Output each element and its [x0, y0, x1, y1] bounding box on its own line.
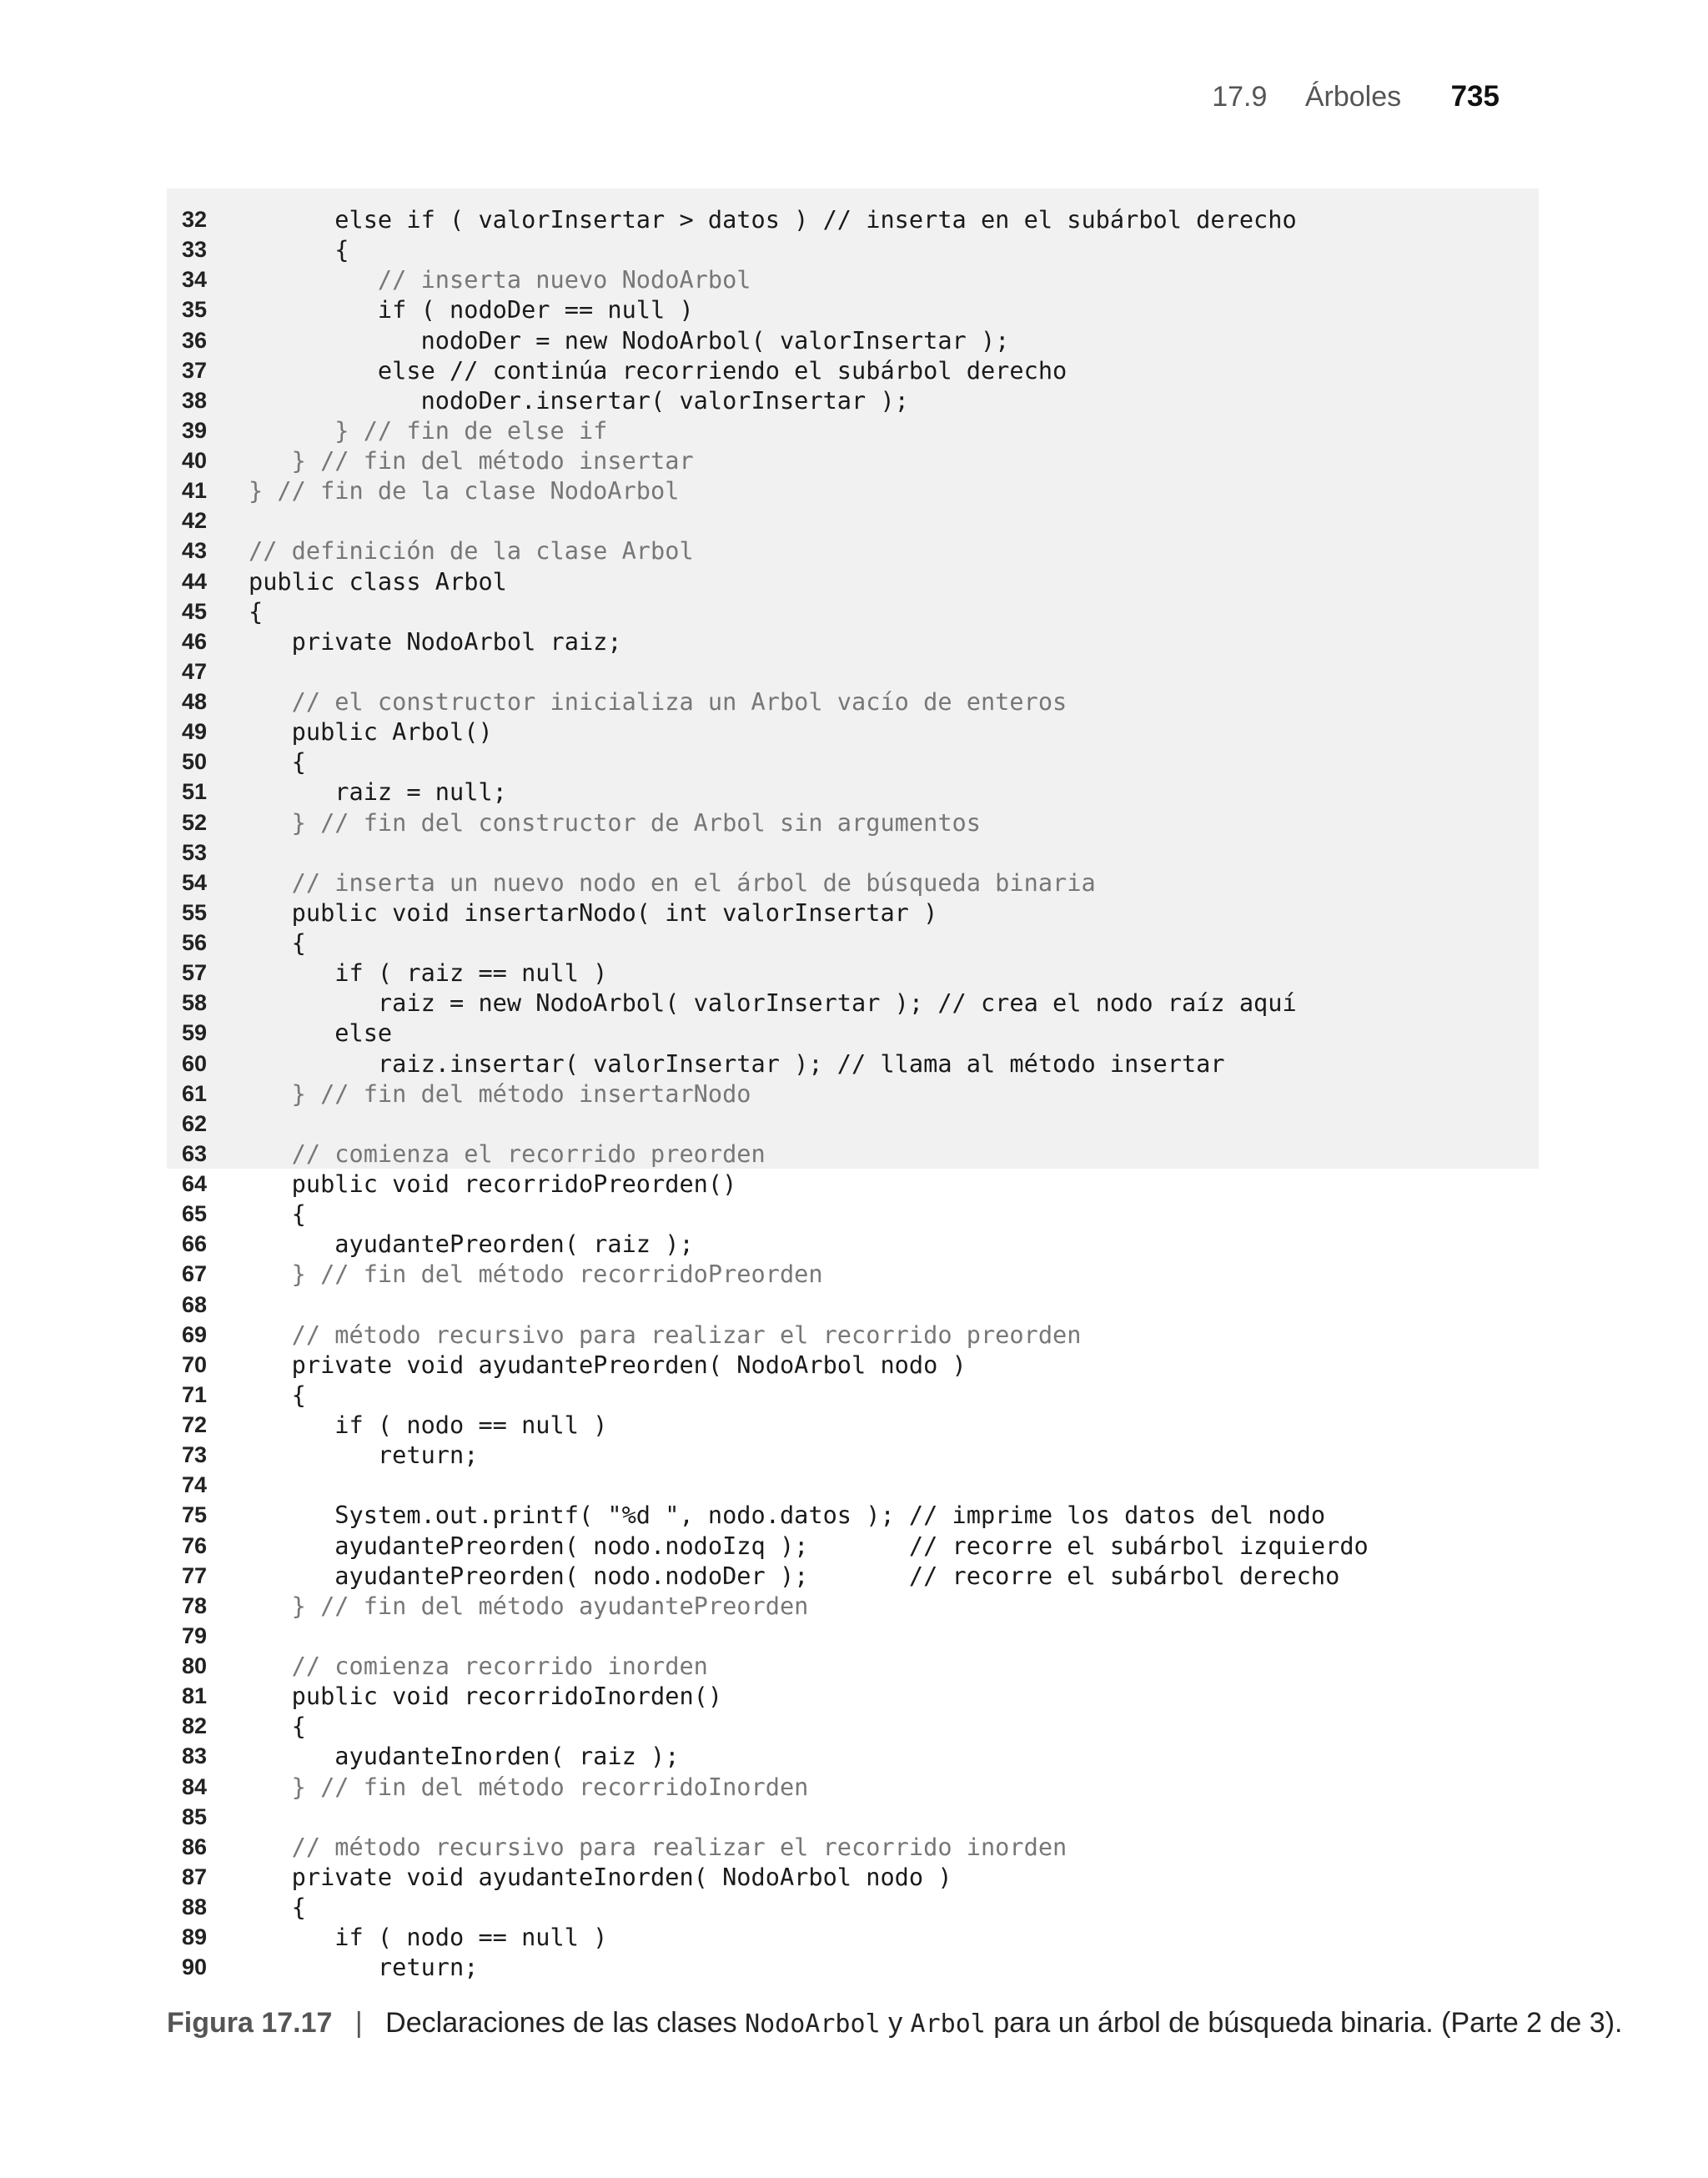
- line-code: public Arbol(): [249, 717, 493, 747]
- line-number: 78: [182, 1592, 208, 1618]
- line-code: ayudantePreorden( raiz );: [249, 1230, 694, 1259]
- caption-text-after: para un árbol de búsqueda binaria. (Parte 2 de 3).: [985, 2007, 1623, 2039]
- line-number: 70: [182, 1351, 208, 1377]
- caption-text-before: Declaraciones de las clases: [385, 2007, 746, 2039]
- line-number: 72: [182, 1412, 208, 1437]
- code-line: [167, 807, 1539, 837]
- code-line: [167, 1470, 1539, 1500]
- line-code: raiz = new NodoArbol( valorInsertar ); // crea el nodo raíz aquí: [249, 988, 1297, 1018]
- line-number: 63: [182, 1140, 208, 1166]
- line-number: 49: [182, 719, 208, 745]
- line-number: 61: [182, 1080, 208, 1106]
- code-line: [167, 445, 1539, 475]
- line-number: 64: [182, 1171, 208, 1196]
- code-line: [167, 596, 1539, 626]
- code-line: [167, 1109, 1539, 1139]
- line-code: raiz.insertar( valorInsertar ); // llama al método insertar: [249, 1049, 1225, 1078]
- code-line: [167, 234, 1539, 264]
- code-line: [167, 1561, 1539, 1591]
- line-number: 82: [182, 1713, 208, 1739]
- code-line: [167, 928, 1539, 958]
- code-line: [167, 355, 1539, 385]
- line-number: 50: [182, 749, 208, 775]
- line-number: 66: [182, 1231, 208, 1257]
- code-listing: [167, 189, 1539, 1982]
- line-number: 54: [182, 869, 208, 895]
- line-number: 67: [182, 1261, 208, 1287]
- line-number: 37: [182, 357, 208, 383]
- line-number: 38: [182, 387, 208, 413]
- line-number: 55: [182, 899, 208, 925]
- code-line: [167, 1711, 1539, 1741]
- figure-caption: [167, 2007, 1622, 2040]
- line-number: 44: [182, 568, 208, 594]
- line-code: ayudanteInorden( raiz );: [249, 1742, 680, 1771]
- line-code: private void ayudanteInorden( NodoArbol nodo ): [249, 1862, 952, 1891]
- code-line: [167, 566, 1539, 596]
- line-code: } // fin del método recorridoInorden: [249, 1772, 809, 1801]
- line-code: if ( nodoDer == null ): [249, 295, 694, 324]
- line-number: 60: [182, 1050, 208, 1076]
- code-line: [167, 1681, 1539, 1711]
- line-code: } // fin del método recorridoPreorden: [249, 1260, 823, 1289]
- line-number: 39: [182, 417, 208, 443]
- line-code: nodoDer = new NodoArbol( valorInsertar );: [249, 325, 1010, 355]
- code-line: [167, 777, 1539, 807]
- line-code: nodoDer.insertar( valorInsertar );: [249, 385, 909, 415]
- line-code: public class Arbol: [249, 566, 507, 596]
- line-number: 48: [182, 689, 208, 714]
- line-number: 75: [182, 1502, 208, 1528]
- line-number: 34: [182, 267, 208, 293]
- caption-class-nodoarbol: NodoArbol: [745, 2009, 881, 2039]
- code-line: [167, 1772, 1539, 1802]
- line-number: 58: [182, 990, 208, 1016]
- line-code: // comienza el recorrido preorden: [249, 1139, 766, 1168]
- line-code: {: [249, 1893, 306, 1921]
- line-code: return;: [249, 1441, 479, 1470]
- page-number: 735: [1450, 80, 1500, 113]
- code-line: [167, 1229, 1539, 1259]
- code-line: [167, 1018, 1539, 1048]
- line-code: // inserta un nuevo nodo en el árbol de búsqueda binaria: [249, 868, 1096, 897]
- line-number: 90: [182, 1954, 208, 1980]
- line-number: 45: [182, 598, 208, 624]
- line-code: ayudantePreorden( nodo.nodoDer ); // recorre el subárbol derecho: [249, 1561, 1340, 1590]
- line-number: 42: [182, 508, 208, 534]
- line-number: 76: [182, 1532, 208, 1558]
- line-code: } // fin de else if: [249, 415, 608, 445]
- section-number: 17.9: [1212, 81, 1268, 113]
- line-number: 80: [182, 1653, 208, 1678]
- code-line: [167, 1591, 1539, 1621]
- code-line: [167, 294, 1539, 324]
- line-number: 33: [182, 237, 208, 263]
- line-number: 52: [182, 809, 208, 835]
- line-number: 65: [182, 1201, 208, 1227]
- line-code: } // fin del método insertar: [249, 446, 694, 475]
- running-head: [1212, 80, 1500, 113]
- line-number: 83: [182, 1743, 208, 1769]
- line-number: 85: [182, 1803, 208, 1829]
- figure-label: Figura 17.17: [167, 2007, 333, 2039]
- code-line: [167, 1049, 1539, 1079]
- line-code: ayudantePreorden( nodo.nodoIzq ); // recorre el subárbol izquierdo: [249, 1531, 1369, 1560]
- code-line: [167, 1892, 1539, 1922]
- line-code: } // fin del método insertarNodo: [249, 1079, 751, 1108]
- code-line: [167, 1139, 1539, 1169]
- line-code: if ( raiz == null ): [249, 958, 608, 988]
- code-line: [167, 1259, 1539, 1289]
- code-line: [167, 1621, 1539, 1651]
- code-line: [167, 1410, 1539, 1440]
- code-line: [167, 1862, 1539, 1892]
- line-code: // el constructor inicializa un Arbol vacío de enteros: [249, 687, 1068, 716]
- code-line: [167, 1500, 1539, 1530]
- line-number: 81: [182, 1683, 208, 1709]
- line-number: 62: [182, 1110, 208, 1136]
- code-line: [167, 988, 1539, 1018]
- line-code: // comienza recorrido inorden: [249, 1652, 708, 1680]
- line-code: {: [249, 235, 349, 264]
- line-number: 68: [182, 1291, 208, 1317]
- code-line: [167, 1952, 1539, 1982]
- code-line: [167, 536, 1539, 566]
- line-code: {: [249, 747, 306, 777]
- code-line: [167, 1290, 1539, 1320]
- line-number: 47: [182, 658, 208, 684]
- line-code: else: [249, 1019, 393, 1048]
- code-line: [167, 204, 1539, 234]
- code-line: [167, 1199, 1539, 1229]
- line-number: 59: [182, 1020, 208, 1046]
- code-line: [167, 1651, 1539, 1681]
- code-line: [167, 1741, 1539, 1771]
- code-line: [167, 1440, 1539, 1470]
- line-number: 87: [182, 1864, 208, 1889]
- code-line: [167, 1380, 1539, 1410]
- line-number: 86: [182, 1833, 208, 1859]
- line-number: 89: [182, 1924, 208, 1950]
- code-line: [167, 1350, 1539, 1380]
- code-line: [167, 385, 1539, 415]
- section-title: Árboles: [1304, 81, 1402, 113]
- line-number: 71: [182, 1381, 208, 1407]
- line-number: 84: [182, 1773, 208, 1799]
- code-line: [167, 898, 1539, 928]
- line-code: {: [249, 928, 306, 957]
- caption-text-mid: y: [880, 2007, 911, 2039]
- line-code: if ( nodo == null ): [249, 1923, 608, 1952]
- line-number: 40: [182, 448, 208, 473]
- line-code: raiz = null;: [249, 777, 507, 807]
- line-code: } // fin del constructor de Arbol sin argumentos: [249, 807, 981, 837]
- code-line: [167, 717, 1539, 747]
- line-code: public void recorridoInorden(): [249, 1682, 723, 1711]
- code-line: [167, 1079, 1539, 1109]
- line-number: 32: [182, 207, 208, 232]
- caption-separator: |: [354, 2007, 363, 2039]
- code-line: [167, 626, 1539, 656]
- code-line: [167, 747, 1539, 777]
- code-line: [167, 506, 1539, 536]
- line-code: public void insertarNodo( int valorInsertar ): [249, 898, 938, 927]
- code-line: [167, 656, 1539, 687]
- code-line: [167, 264, 1539, 294]
- line-number: 36: [182, 327, 208, 353]
- line-number: 35: [182, 297, 208, 323]
- line-number: 79: [182, 1622, 208, 1648]
- line-number: 43: [182, 538, 208, 564]
- line-number: 56: [182, 930, 208, 955]
- code-line: [167, 475, 1539, 506]
- line-number: 51: [182, 779, 208, 805]
- code-line: [167, 415, 1539, 445]
- code-line: [167, 1320, 1539, 1350]
- line-number: 74: [182, 1472, 208, 1498]
- line-code: // definición de la clase Arbol: [249, 536, 694, 566]
- line-code: private void ayudantePreorden( NodoArbol nodo ): [249, 1350, 967, 1379]
- code-line: [167, 958, 1539, 988]
- line-code: } // fin del método ayudantePreorden: [249, 1591, 809, 1620]
- code-line: [167, 837, 1539, 868]
- line-code: {: [249, 596, 264, 626]
- line-code: return;: [249, 1953, 479, 1982]
- line-code: // inserta nuevo NodoArbol: [249, 265, 751, 294]
- line-code: } // fin de la clase NodoArbol: [249, 476, 680, 506]
- line-code: System.out.printf( "%d ", nodo.datos ); // imprime los datos del nodo: [249, 1501, 1326, 1530]
- line-number: 88: [182, 1894, 208, 1919]
- code-line: [167, 1802, 1539, 1832]
- line-code: else if ( valorInsertar > datos ) // inserta en el subárbol derecho: [249, 205, 1297, 234]
- caption-class-arbol: Arbol: [910, 2009, 986, 2039]
- line-code: {: [249, 1380, 306, 1409]
- code-line: [167, 1169, 1539, 1199]
- line-number: 57: [182, 960, 208, 986]
- line-number: 41: [182, 478, 208, 504]
- code-line: [167, 1832, 1539, 1862]
- line-code: public void recorridoPreorden(): [249, 1169, 737, 1198]
- code-line: [167, 687, 1539, 717]
- code-line: [167, 1922, 1539, 1952]
- line-number: 69: [182, 1321, 208, 1347]
- line-code: // método recursivo para realizar el recorrido preorden: [249, 1320, 1082, 1349]
- line-code: private NodoArbol raiz;: [249, 626, 622, 656]
- line-code: if ( nodo == null ): [249, 1411, 608, 1439]
- line-number: 53: [182, 839, 208, 865]
- line-number: 46: [182, 628, 208, 654]
- code-line: [167, 1531, 1539, 1561]
- code-line: [167, 325, 1539, 355]
- code-line: [167, 868, 1539, 898]
- line-code: // método recursivo para realizar el recorrido inorden: [249, 1832, 1068, 1861]
- line-number: 73: [182, 1442, 208, 1468]
- line-code: {: [249, 1200, 306, 1229]
- line-number: 77: [182, 1562, 208, 1588]
- line-code: {: [249, 1712, 306, 1741]
- line-code: else // continúa recorriendo el subárbol derecho: [249, 355, 1068, 385]
